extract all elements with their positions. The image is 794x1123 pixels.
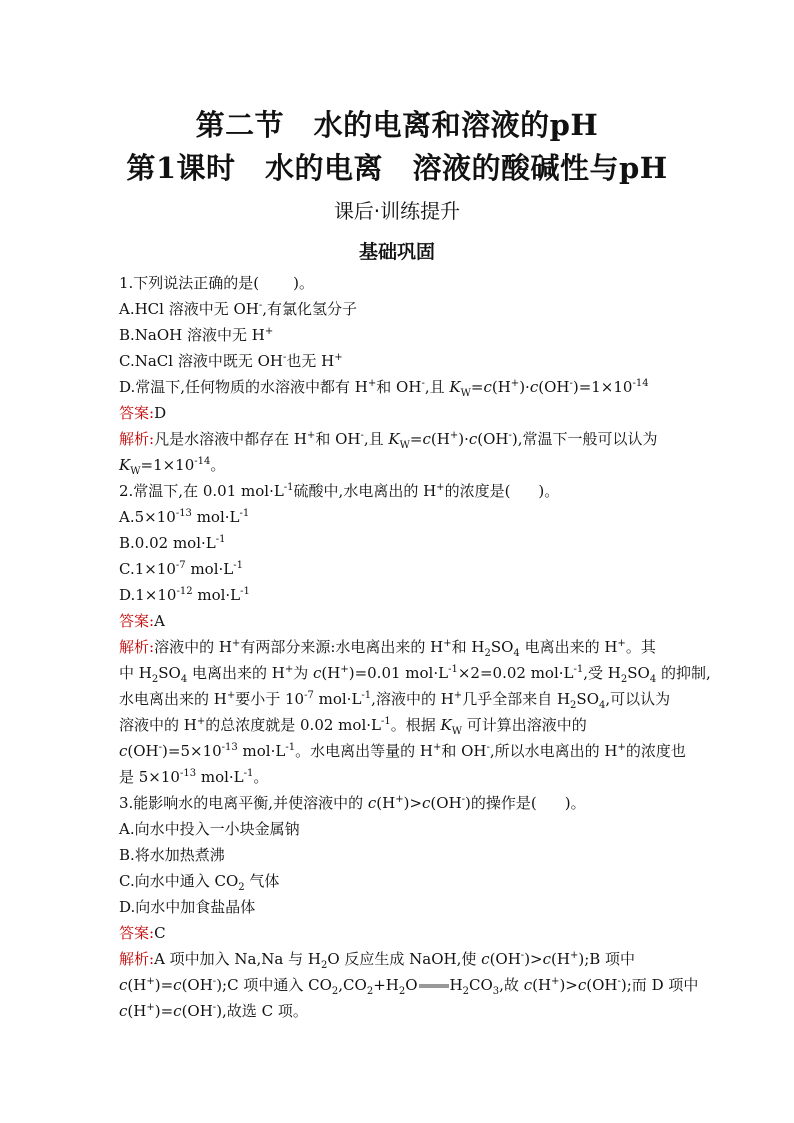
q2-explanation-1: 解析:溶液中的 H+有两部分来源:水电离出来的 H+和 $H_2SO_4$ 电离出来的 H+。其	[119, 638, 656, 659]
q2-explanation-5: $c(OH^-)=5\times 10^{-13}$ $mol\cdot L^{-1}$。水电离出等量的 H+和 OH-,所以水电离出的 H+的浓度也	[119, 742, 686, 760]
q2-option-d: $D.1\times 10^{-12}$ $mol\cdot L^{-1}$	[119, 586, 250, 604]
q1-option-d: D.常温下,任何物质的水溶液中都有 H+和 OH-,且 $K_W=c(H^+)\cdot c(OH^-)=1\times 10^{-14}$	[119, 378, 649, 399]
q1-stem: 1.下列说法正确的是( )。	[119, 274, 315, 292]
q1-explanation-2: $K_W=1\times 10^{-14}$。	[119, 456, 226, 477]
q1-answer: 答案:D	[119, 404, 167, 422]
q3-explanation-3: c(H+)=c(OH-),故选 C 项。	[119, 1002, 308, 1020]
q3-option-b: B.将水加热煮沸	[119, 846, 225, 864]
q2-option-c: $C.1\times 10^{-7}$ $mol\cdot L^{-1}$	[119, 560, 243, 578]
lesson-title: 第1课时 水的电离 溶液的酸碱性与pH	[126, 151, 668, 185]
subtitle: 课后·训练提升	[333, 199, 461, 223]
q2-option-b: B.0.02 $mol\cdot L^{-1}$	[119, 534, 226, 552]
section-heading: 基础巩固	[358, 241, 435, 263]
chapter-title: 第二节 水的电离和溶液的pH	[195, 108, 599, 142]
q1-explanation-1: 解析:凡是水溶液中都存在 H+和 OH-,且 $K_W=c(H^+)\cdot c(OH^-)$,常温下一般可以认为	[119, 430, 658, 451]
q2-explanation-3: 水电离出来的 H+要小于 $10^{-7}$ $mol\cdot L^{-1}$,溶液中的 H+几乎全部来自 $H_2SO_4$,可以认为	[119, 690, 671, 711]
q1-option-c: C.NaCl 溶液中既无 OH-也无 H+	[119, 352, 343, 370]
q1-option-a: A.HCl 溶液中无 OH-,有氯化氢分子	[119, 300, 358, 318]
q2-explanation-2: 中 $H_2SO_4$ 电离出来的 H+为 c(H+)=0.01 $mol\cdot L^{-1}\times 2=0.02$ $mol\cdot L^{-1}$,受 $H_2SO_4$ 的抑制,	[119, 664, 711, 685]
reversible-arrow-icon	[419, 984, 449, 988]
q3-option-c: C.向水中通入 $CO_2$ 气体	[119, 872, 280, 893]
q3-option-d: D.向水中加食盐晶体	[119, 898, 256, 916]
q3-answer: 答案:C	[119, 924, 166, 942]
q2-answer: 答案:A	[119, 612, 165, 630]
q2-stem: 2.常温下,在 0.01 $mol\cdot L^{-1}$硫酸中,水电离出的 H+的浓度是( )。	[119, 482, 560, 500]
q3-explanation-2: c(H+)=c(OH-);C 项中通入 $CO_2,CO_2+H_2O$ $H_2CO_3$,故 c(H+)>c(OH-);而 D 项中	[119, 976, 699, 997]
q3-stem: 3.能影响水的电离平衡,并使溶液中的 c(H+)>c(OH-)的操作是( )。	[119, 794, 586, 812]
q2-explanation-4: 溶液中的 H+的总浓度就是 0.02 $mol\cdot L^{-1}$。根据 $K_W$ 可计算出溶液中的	[119, 716, 587, 737]
q3-option-a: A.向水中投入一小块金属钠	[119, 820, 300, 838]
q1-option-b: B.NaOH 溶液中无 H+	[119, 326, 274, 344]
question-list	[119, 270, 711, 1024]
q2-explanation-6: 是 $5\times 10^{-13}$ $mol\cdot L^{-1}$。	[119, 768, 269, 786]
q2-option-a: $A.5\times 10^{-13}$ $mol\cdot L^{-1}$	[119, 508, 250, 526]
q3-explanation-1: 解析:A 项中加入 Na,Na 与 $H_2O$ 反应生成 NaOH,使 c(OH-)>c(H+);B 项中	[119, 950, 636, 971]
